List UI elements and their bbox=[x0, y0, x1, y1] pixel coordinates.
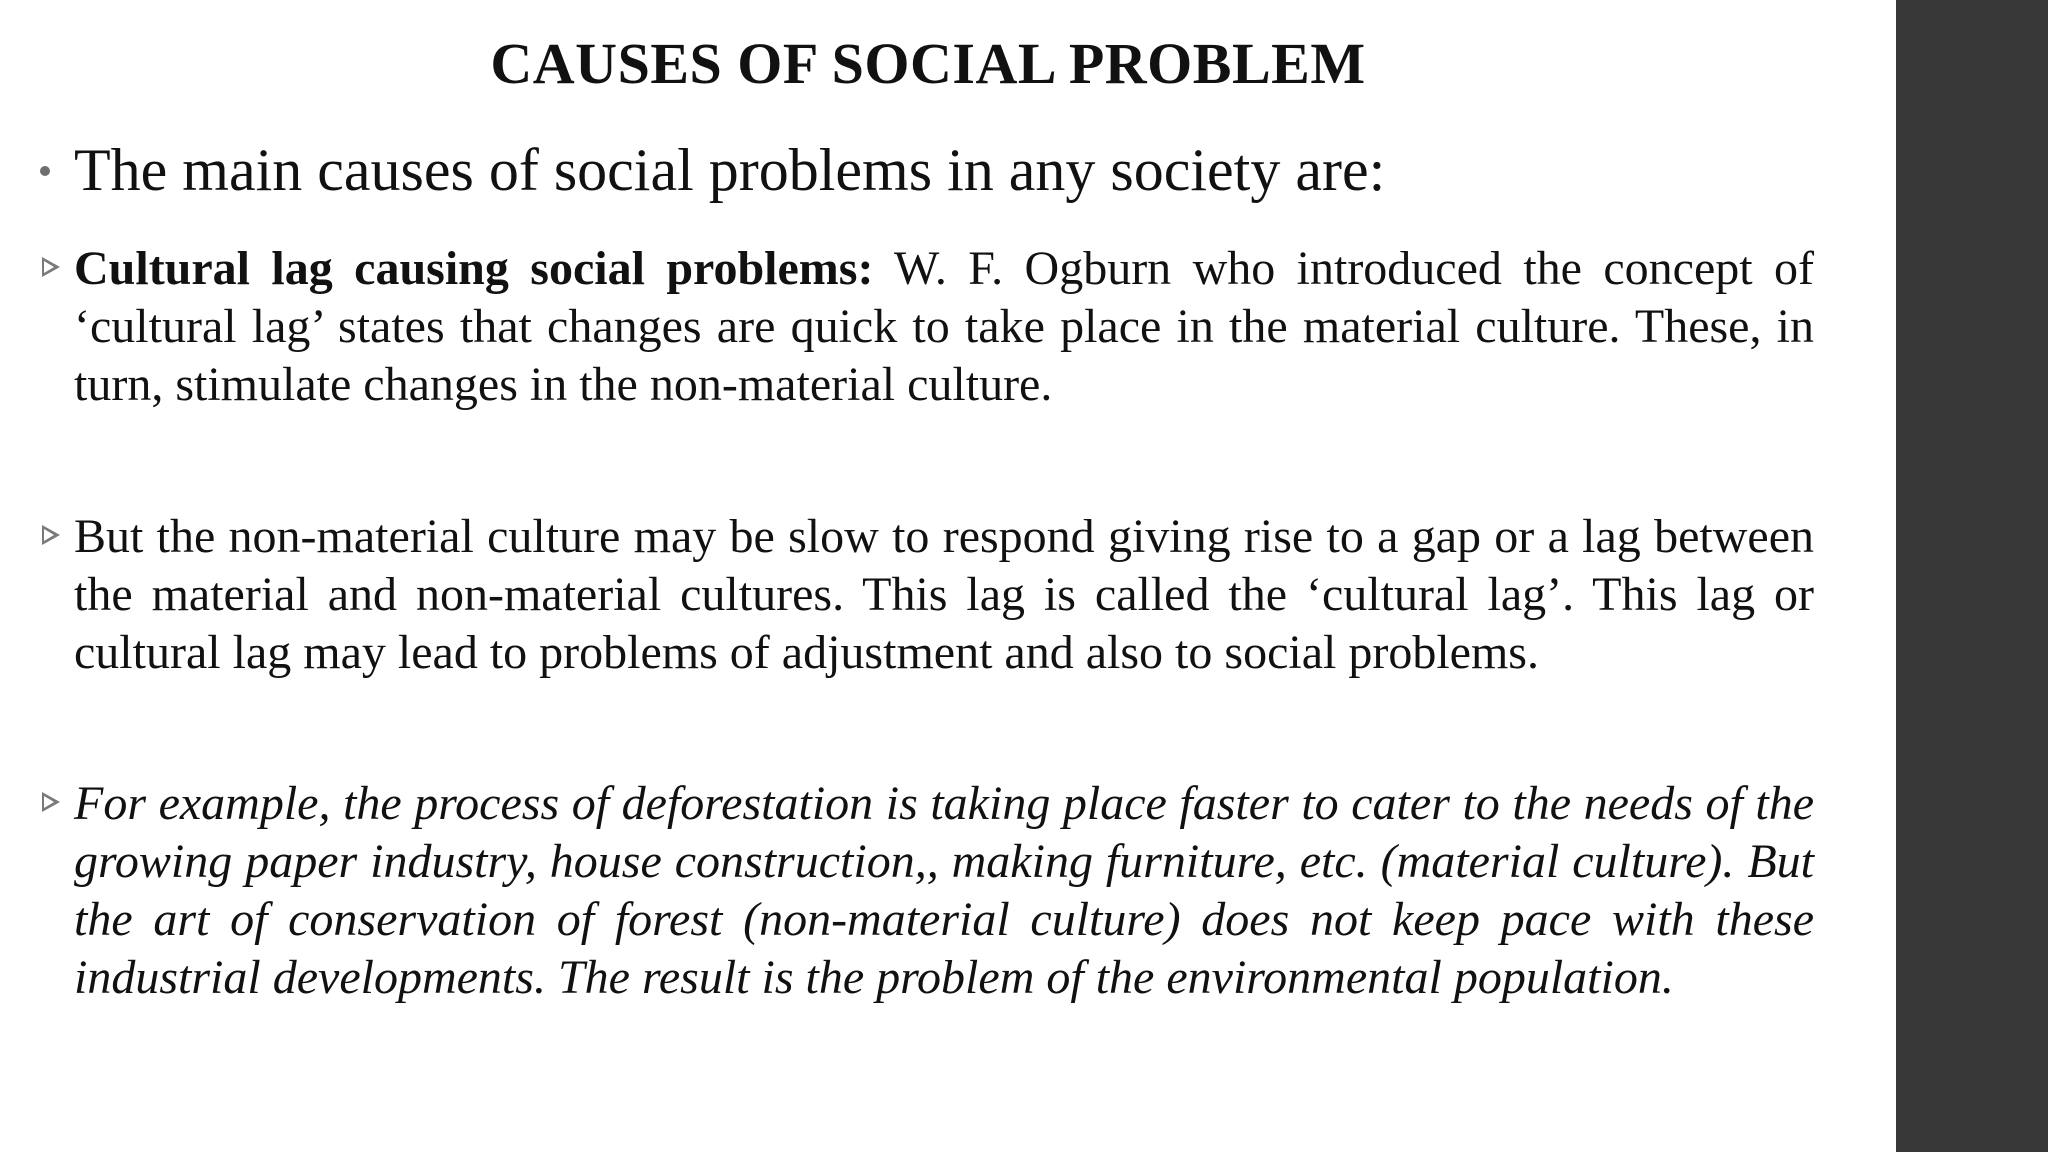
side-bar bbox=[1896, 0, 2048, 1152]
point-text: For example, the process of deforestation is taking place faster to cater to the needs of the growing paper industry, house construction,, making furniture, etc. (material culture). But the art of conservation of forest (non-material culture) does not keep pace with these industrial developments. The result is the problem of the environmental population. bbox=[74, 777, 1814, 1004]
point-example bbox=[74, 775, 1814, 1007]
point-cultural-lag bbox=[74, 240, 1814, 414]
intro-text: The main causes of social problems in any society are: bbox=[74, 137, 1386, 203]
point-non-material-lag bbox=[74, 508, 1814, 682]
point-text: But the non-material culture may be slow to respond giving rise to a gap or a lag between the material and non-material cultures. This lag is called the ‘cultural lag’. This lag or cultural lag may lead to problems of adjustment and also to social problems. bbox=[74, 510, 1814, 679]
bullet-dot-icon bbox=[40, 166, 50, 176]
arrow-bullet-icon bbox=[42, 792, 60, 812]
arrow-bullet-icon bbox=[42, 525, 60, 545]
slide-title: CAUSES OF SOCIAL PROBLEM bbox=[490, 31, 1366, 96]
point-heading: Cultural lag causing social problems: bbox=[74, 242, 874, 295]
point-text: W. F. Ogburn who introduced the concept of ‘cultural lag’ states that changes are quick to take place in the material culture. These, in turn, stimulate changes in the non-material culture. bbox=[74, 242, 1814, 411]
arrow-bullet-icon bbox=[42, 257, 60, 277]
